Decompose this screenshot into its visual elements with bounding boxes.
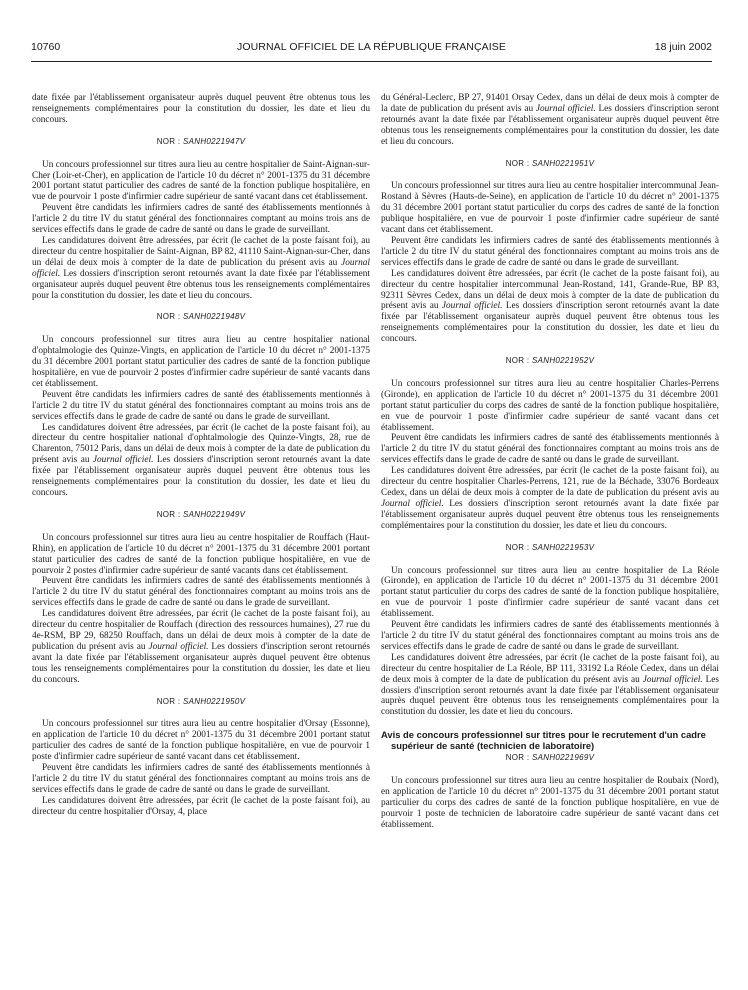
paragraph: Peuvent être candidats les infirmiers cadres de santé des établissements mentionnés à l'article 2 du titre IV du statut général des fonctionnaires comptant au moins trois ans de services effectifs dans le grade de cadre de santé ou dans le grade de surveillant. [32, 389, 370, 422]
nor-code: SANH0221953V [531, 542, 595, 552]
text-run: Les dossiers d'inscription seront retournés avant la date fixée par l'établissement organisateur auprès duquel peuvent être obtenus tous les renseignements complémentaires pour la constitution du dossier, les date et lieu du concours. [32, 268, 370, 301]
nor-reference [381, 356, 719, 367]
journal-officiel-ref: Journal officiel. [642, 674, 703, 685]
paragraph: Un concours professionnel sur titres aura lieu au centre hospitalier de Roubaix (Nord), en application de l'article 10 du décret n° 2001-1375 du 31 décembre 2001 portant statut particulier du corps des cadres de santé de la fonction publique hospitalière, en vue de pourvoir 1 poste de technicien de laboratoire cadre supérieur de santé vacant dans cet établissement. [381, 776, 719, 830]
paragraph: Peuvent être candidats les infirmiers cadres de santé des établissements mentionnés à l'article 2 du titre IV du statut général des fonctionnaires comptant au moins trois ans de services effectifs dans le grade de cadre de santé ou dans le grade de surveillant. [381, 433, 719, 466]
paragraph: Peuvent être candidats les infirmiers cadres de santé des établissements mentionnés à l'article 2 du titre IV du statut général des fonctionnaires comptant au moins trois ans de services effectifs dans le grade de cadre de santé ou dans le grade de surveillant. [32, 763, 370, 795]
nor-reference [32, 137, 370, 148]
page-number: 10760 [31, 41, 61, 53]
paragraph: Peuvent être candidats les infirmiers cadres de santé des établissements mentionnés à l'article 2 du titre IV du statut général des fonctionnaires comptant au moins trois ans de services effectifs dans le grade de cadre de santé ou dans le grade de surveillant. [381, 235, 719, 268]
nor-label: NOR : [505, 542, 530, 552]
nor-code: SANH0221951V [531, 158, 595, 168]
nor-label: NOR : [505, 158, 530, 168]
paragraph: Un concours professionnel sur titres aura lieu au centre hospitalier de Rouffach (Haut-Rhin), en application de l'article 10 du décret n° 2001-1375 du 31 décembre 2001 portant statut particulier des cadres de santé de la fonction publique hospitalière, en vue de pourvoir 2 postes d'infirmier cadre supérieur de santé vacants dans cet établissement. [32, 532, 370, 576]
nor-code: SANH0221949V [182, 509, 246, 519]
paragraph: Un concours professionnel sur titres aura lieu au centre hospitalier national d'ophtalmologie des Quinze-Vingts, en application de l'article 10 du décret n° 2001-1375 du 31 décembre 2001 portant statut particulier des cadres de santé de la fonction publique hospitalière, en vue de pourvoir 2 postes d'infirmier cadre supérieur de santé vacants dans cet établissement. [32, 335, 370, 389]
text-run: Les candidatures doivent être adressées, par écrit (le cachet de la poste faisant foi), au directeur du centre hospitalier intercommunal Jean-Rostand, 141, Grande-Rue, BP 83, 92311 Sèvres Cedex, dans un délai de deux mois à compter de la date de publication du présent avis au [381, 268, 719, 312]
text-run: du Général-Leclerc, BP 27, 91401 Orsay Cedex, dans un délai de deux mois à compter de la date de publication du présent avis au [381, 93, 719, 114]
text-run: Les candidatures doivent être adressées, par écrit (le cachet de la poste faisant foi), au directeur du centre hospitalier de La Réole, BP 111, 33192 La Réole Cedex, dans un délai de deux mois à compter de la date de publication du présent avis au [381, 652, 719, 685]
nor-code: SANH0221969V [531, 753, 595, 763]
nor-reference [381, 753, 719, 764]
nor-label: NOR : [505, 356, 530, 366]
paragraph: Les candidatures doivent être adressées, par écrit (le cachet de la poste faisant foi), au directeur du centre hospitalier d'Orsay, 4, place [32, 795, 370, 817]
nor-reference [32, 510, 370, 521]
journal-officiel-ref: Journal officiel. [32, 257, 370, 279]
paragraph: Un concours professionnel sur titres aura lieu au centre hospitalier de Saint-Aignan-sur-Cher (Loir-et-Cher), en application de l'article 10 du décret n° 2001-1375 du 31 décembre 2001 portant statut particulier des cadres de santé de la fonction publique hospitalière, en vue de pourvoir 1 poste d'infirmier cadre supérieur de santé vacant dans cet établissement. [32, 159, 370, 203]
text-run: Les candidatures doivent être adressées, par écrit (le cachet de la poste faisant foi), au directeur du centre hospitalier national d'ophtalmologie des Quinze-Vingts, 28, rue de Charenton, 75012 Paris, dans un délai de deux mois à compter de la date de publication du présent avis au [32, 422, 370, 466]
header-rule [31, 61, 712, 62]
paragraph [32, 236, 370, 301]
nor-reference [381, 543, 719, 554]
nor-reference [381, 159, 719, 170]
nor-code: SANH0221950V [182, 696, 246, 706]
text-run: Les dossiers d'inscription seront retournés avant la date fixée par l'établissement organisateur auprès duquel peuvent être obtenus tous les renseignements complémentaires pour la constitution du dossier, les date et lieu du concours. [381, 301, 719, 345]
nor-label: NOR : [156, 136, 181, 146]
left-column [32, 93, 370, 818]
text-run: Les candidatures doivent être adressées, par écrit (le cachet de la poste faisant foi), au directeur du centre hospitalier de Rouffach (direction des ressources humaines), 27 rue du 4e-RSM, BP 29, 68250 Rouffach, dans un délai de deux mois à compter de la date de publication du présent avis au [32, 609, 370, 652]
paragraph: date fixée par l'établissement organisateur auprès duquel peuvent être obtenus tous les renseignements complémentaires pour la constitution du dossier, les date et lieu du concours. [32, 93, 370, 125]
journal-officiel-ref: Journal officiel. [92, 455, 154, 466]
paragraph [32, 609, 370, 685]
text-run: Les candidatures doivent être adressées, par écrit (le cachet de la poste faisant foi), au directeur du centre hospitalier Charles-Perrens, 121, rue de la Béchade, 33076 Bordeaux Cedex, dans un délai de deux mois à compter de la date de publication du présent avis au [381, 466, 719, 498]
page-header [31, 41, 712, 55]
text-run: Les dossiers d'inscription seront retournés avant la date fixée par l'établissement organisateur auprès duquel peuvent être obtenus tous les renseignements complémentaires pour la constitution du dossier, les date et lieu du concours. [32, 641, 371, 685]
paragraph [381, 93, 719, 148]
nor-code: SANH0221947V [182, 136, 246, 146]
nor-label: NOR : [156, 312, 181, 322]
paragraph: Peuvent être candidats les infirmiers cadres de santé des établissements mentionnés à l'article 2 du titre IV du statut général des fonctionnaires comptant au moins trois ans de services effectifs dans le grade de cadre de santé ou dans le grade de surveillant. [32, 576, 370, 609]
nor-label: NOR : [505, 753, 530, 763]
paragraph: Un concours professionnel sur titres aura lieu au centre hospitalier d'Orsay (Essonne), en application de l'article 10 du décret n° 2001-1375 du 31 décembre 2001 portant statut particulier des cadres de santé de la fonction publique hospitalière, en vue de pourvoir 1 poste d'infirmier cadre supérieur de santé vacant dans cet établissement. [32, 719, 370, 763]
text-run: Les dossiers d'inscription seront retournés avant la date fixée par l'établissement organisateur auprès duquel peuvent être obtenus tous les renseignements complémentaires pour la constitution du dossier, les date et lieu du concours. [381, 498, 719, 531]
text-run: Les candidatures doivent être adressées, par écrit (le cachet de la poste faisant foi), au directeur du centre hospitalier de Saint-Aignan, BP 82, 41110 Saint-Aignan-sur-Cher, dans un délai de deux mois à compter de la date de publication du présent avis au [32, 235, 370, 268]
paragraph: Un concours professionnel sur titres aura lieu au centre hospitalier intercommunal Jean-Rostand à Sèvres (Hauts-de-Seine), en application de l'article 10 du décret n° 2001-1375 du 31 décembre 2001 portant statut particulier du corps des cadres de santé de la fonction publique hospitalière, en vue de pourvoir 1 poste d'infirmier cadre supérieur de santé vacant dans cet établissement. [381, 181, 719, 236]
text-run: Les dossiers d'inscription seront retournés avant la date fixée par l'établissement organisateur auprès duquel peuvent être obtenus tous les renseignements complémentaires pour la constitution du dossier, les date et lieu du concours. [381, 674, 719, 718]
nor-reference [32, 697, 370, 708]
paragraph: Un concours professionnel sur titres aura lieu au centre hospitalier de La Réole (Gironde), en application de l'article 10 du décret n° 2001-1375 du 31 décembre 2001 portant statut particulier du corps des cadres de santé de la fonction publique hospitalière, en vue de pourvoir 1 poste d'infirmier cadre supérieur de santé vacant dans cet établissement. [381, 565, 719, 620]
journal-officiel-ref: Journal officiel. [535, 103, 596, 114]
paragraph [32, 423, 370, 499]
right-column [381, 93, 719, 831]
nor-label: NOR : [156, 509, 181, 519]
paragraph: Peuvent être candidats les infirmiers cadres de santé des établissements mentionnés à l'article 2 du titre IV du statut général des fonctionnaires comptant au moins trois ans de services effectifs dans le grade de cadre de santé ou dans le grade de surveillant. [381, 620, 719, 652]
paragraph: Peuvent être candidats les infirmiers cadres de santé des établissements mentionnés à l'article 2 du titre IV du statut général des fonctionnaires comptant au moins trois ans de services effectifs dans le grade de cadre de santé ou dans le grade de surveillant. [32, 203, 370, 236]
publication-date: 18 juin 2002 [654, 41, 712, 53]
text-run: Les dossiers d'inscription seront retournés avant la date fixée par l'établissement organisateur auprès duquel peuvent être obtenus tous les renseignements complémentaires pour la constitution du dossier, les date et lieu du concours. [381, 103, 719, 147]
nor-label: NOR : [156, 696, 181, 706]
journal-title: JOURNAL OFFICIEL DE LA RÉPUBLIQUE FRANÇAISE [237, 41, 506, 53]
paragraph [381, 466, 719, 531]
journal-officiel-ref: Journal officiel. [148, 641, 209, 652]
nor-code: SANH0221948V [182, 312, 246, 322]
paragraph [381, 269, 719, 345]
journal-officiel-ref: Journal officiel. [441, 301, 503, 312]
journal-officiel-ref: Journal officiel. [381, 498, 444, 509]
nor-reference [32, 312, 370, 323]
section-heading: Avis de concours professionnel sur titres pour le recrutement d'un cadre supérieur de santé (technicien de laboratoire) [381, 729, 706, 752]
text-run: Les dossiers d'inscription seront retournés avant la date fixée par l'établissement organisateur auprès duquel peuvent être obtenus tous les renseignements complémentaires pour la constitution du dossier, les date et lieu du concours. [32, 455, 370, 498]
paragraph [381, 653, 719, 718]
nor-code: SANH0221952V [531, 356, 595, 366]
paragraph: Un concours professionnel sur titres aura lieu au centre hospitalier Charles-Perrens (Gironde), en application de l'article 10 du décret n° 2001-1375 du 31 décembre 2001 portant statut particulier du corps des cadres de santé de la fonction publique hospitalière, en vue de pourvoir 1 poste d'infirmier cadre supérieur de santé vacant dans cet établissement. [381, 378, 719, 433]
